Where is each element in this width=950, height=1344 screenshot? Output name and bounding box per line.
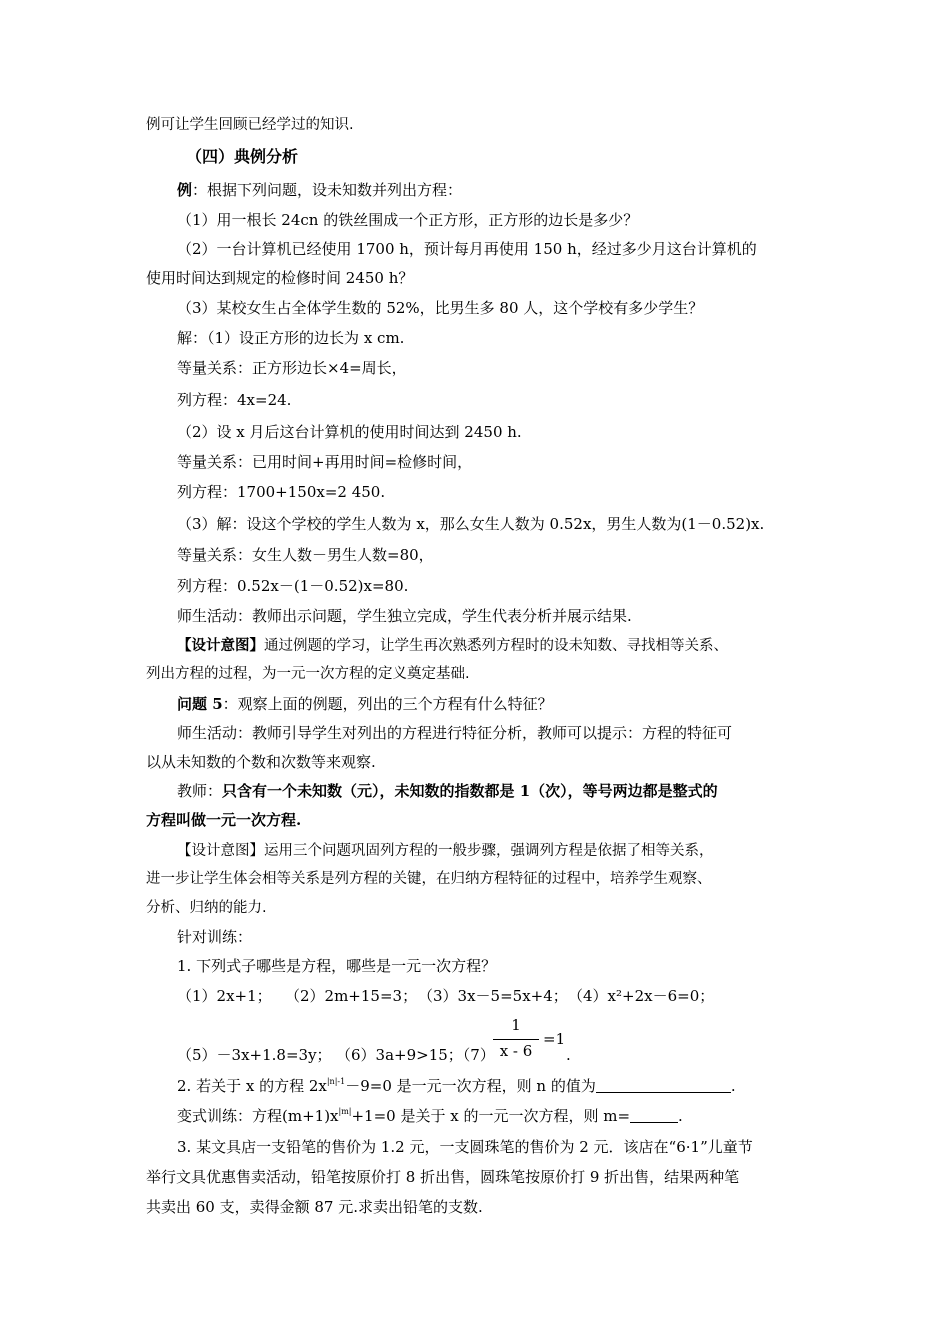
exercise-item: （2）2m+15=3；: [285, 987, 418, 1005]
exercise-item: （1）2x+1；: [177, 987, 272, 1005]
exercise-item: （6）3a+9>15；（7）: [336, 1046, 495, 1064]
activity-line: 师生活动：教师出示问题，学生独立完成，学生代表分析并展示结果.: [177, 607, 632, 625]
practice-question-2: 2. 若关于 x 的方程 $2x^{|n|-1}-9=0$ 是一元一次方程，则 n 的值为 .: [177, 1077, 736, 1095]
fraction-bar: [493, 1039, 539, 1040]
solution-line: 列方程：1700+150x=2 450.: [177, 483, 386, 501]
activity-line: 师生活动：教师引导学生对列出的方程进行特征分析，教师可以提示：方程的特征可: [177, 724, 733, 742]
definition-line-cont: 方程叫做一元一次方程.: [146, 811, 302, 829]
answer-blank[interactable]: [630, 1108, 678, 1123]
practice-question-1: 1. 下列式子哪些是方程，哪些是一元一次方程？: [177, 957, 497, 975]
fraction-denominator: x - 6: [499, 1042, 533, 1060]
answer-blank[interactable]: [596, 1078, 731, 1093]
solution-line: （3）解：设这个学校的学生人数为 x，那么女生人数为 0.52x，男生人数为(1－0.52)x.: [177, 515, 765, 533]
exercise-item: （5）－3x+1.8=3y；: [177, 1046, 332, 1064]
practice-question-3-cont: 举行文具优惠售卖活动，铅笔按原价打 8 折出售，圆珠笔按原价打 9 折出售，结果两种笔: [146, 1168, 740, 1186]
solution-line: 列方程：4x=24.: [177, 391, 292, 409]
example-question-2-cont: 使用时间达到规定的检修时间 2450 h？: [146, 269, 414, 287]
activity-line-cont: 以从未知数的个数和次数等来观察.: [146, 753, 376, 771]
fraction-equation: [493, 1016, 573, 1064]
solution-line: 等量关系：女生人数－男生人数=80，: [177, 546, 434, 564]
exercise-item: （3）3x－5=5x+4；: [418, 987, 568, 1005]
definition-line: 教师：只含有一个未知数（元），未知数的指数都是 1（次），等号两边都是整式的: [177, 782, 718, 800]
design-intent: 【设计意图】运用三个问题巩固列方程的一般步骤，强调列方程是依据了相等关系，: [177, 843, 714, 859]
practice-question-3-cont: 共卖出 60 支，卖得金额 87 元.求卖出铅笔的支数.: [146, 1198, 483, 1216]
variant-exercise: 变式训练：方程$(m+1)x^{|m|}+1=0$ 是关于 x 的一元一次方程，则 m= .: [177, 1107, 683, 1125]
section-heading: （四）典例分析: [186, 147, 299, 166]
solution-line: 等量关系：已用时间+再用时间=检修时间，: [177, 453, 473, 471]
solution-line: 列方程：0.52x－(1－0.52)x=80.: [177, 577, 409, 595]
solution-line: 解：（1）设正方形的边长为 x cm.: [177, 329, 405, 347]
design-intent-cont: 进一步让学生体会相等关系是列方程的关键，在归纳方程特征的过程中，培养学生观察、: [146, 871, 712, 887]
fraction-end: .: [566, 1046, 571, 1064]
design-intent-cont: 分析、归纳的能力.: [146, 900, 267, 916]
exercise-item: （4）x²+2x－6=0；: [568, 987, 715, 1005]
example-question-1: （1）用一根长 24cn 的铁丝围成一个正方形，正方形的边长是多少？: [177, 211, 639, 229]
fraction-numerator: 1: [511, 1016, 521, 1034]
example-question-2: （2）一台计算机已经使用 1700 h，预计每月再使用 150 h，经过多少月这台计算机的: [177, 240, 757, 258]
solution-line: （2）设 x 月后这台计算机的使用时间达到 2450 h.: [177, 423, 522, 441]
design-intent-cont: 列出方程的过程，为一元一次方程的定义奠定基础.: [146, 666, 470, 682]
design-intent: 【设计意图】通过例题的学习，让学生再次熟悉列方程时的设未知数、寻找相等关系、: [177, 638, 728, 654]
example-intro: 例：根据下列问题，设未知数并列出方程：: [177, 181, 463, 199]
paragraph-line: 例可让学生回顾已经学过的知识.: [146, 117, 354, 133]
solution-line: 等量关系：正方形边长×4=周长，: [177, 359, 407, 377]
practice-heading: 针对训练：: [177, 928, 253, 946]
question-5: 问题 5：观察上面的例题，列出的三个方程有什么特征？: [177, 695, 553, 713]
practice-question-3: 3. 某文具店一支铅笔的售价为 1.2 元，一支圆珠笔的售价为 2 元．该店在“6·1”儿童节: [177, 1138, 753, 1156]
example-question-3: （3）某校女生占全体学生数的 52%，比男生多 80 人，这个学校有多少学生？: [177, 299, 704, 317]
fraction-rhs: =1: [543, 1030, 566, 1048]
